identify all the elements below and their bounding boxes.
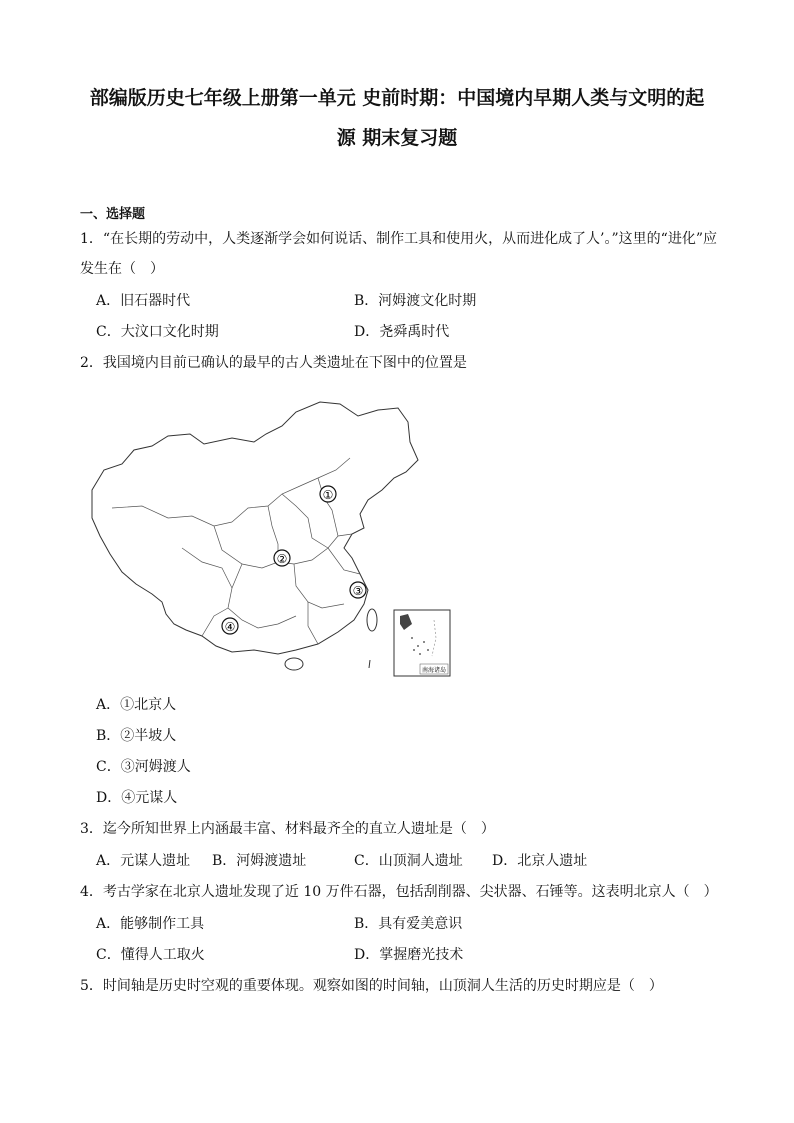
inset-label: 南海诸岛 — [421, 667, 447, 674]
map-tick-mark — [369, 660, 370, 668]
taiwan-island — [367, 609, 377, 631]
q2-option-d[interactable]: D．④元谋人 — [96, 790, 178, 806]
q1-option-a[interactable]: A．旧石器时代 — [96, 293, 191, 309]
south-sea-inset — [394, 610, 450, 676]
hainan-island — [285, 658, 303, 670]
q2-option-a[interactable]: A．①北京人 — [96, 697, 177, 713]
china-map — [82, 398, 458, 684]
map-marker-3-label: ③ — [352, 584, 364, 598]
map-marker-2 — [274, 550, 290, 566]
q4-option-a[interactable]: A．能够制作工具 — [96, 916, 205, 932]
question-1-line2: 发生在（ ） — [80, 261, 164, 277]
page-title-line1: 部编版历史七年级上册第一单元 史前时期：中国境内早期人类与文明的起 — [89, 87, 705, 109]
map-marker-1 — [320, 486, 336, 502]
q4-option-b[interactable]: B．具有爱美意识 — [354, 916, 463, 932]
map-marker-2-label: ② — [276, 552, 288, 566]
q3-option-c[interactable]: C．山顶洞人遗址 — [354, 853, 463, 869]
china-outline — [92, 402, 418, 654]
question-3-stem: 3．迄今所知世界上内涵最丰富、材料最齐全的直立人遗址是（ ） — [80, 821, 495, 837]
province-lines — [112, 458, 360, 644]
map-marker-3 — [350, 582, 366, 598]
q1-option-b[interactable]: B．河姆渡文化时期 — [354, 293, 477, 309]
q1-option-d[interactable]: D．尧舜禹时代 — [354, 324, 450, 340]
q4-option-c[interactable]: C．懂得人工取火 — [96, 947, 205, 963]
map-marker-4-label: ④ — [224, 620, 236, 634]
q2-option-b[interactable]: B．②半坡人 — [96, 728, 177, 744]
q3-option-d[interactable]: D．北京人遗址 — [492, 853, 588, 869]
question-2-stem: 2．我国境内目前已确认的最早的古人类遗址在下图中的位置是 — [80, 355, 467, 371]
question-5-stem: 5．时间轴是历史时空观的重要体现。观察如图的时间轴，山顶洞人生活的历史时期应是（ ） — [80, 978, 663, 994]
q4-option-d[interactable]: D．掌握磨光技术 — [354, 947, 464, 963]
question-1-line1: 1．“在长期的劳动中，人类逐渐学会如何说话、制作工具和使用火，从而进化成了人’。”这里的“进化”应 — [80, 231, 717, 247]
china-map-svg — [82, 398, 458, 684]
section-heading: 一、选择题 — [80, 207, 146, 222]
q3-option-b[interactable]: B．河姆渡遗址 — [212, 853, 307, 869]
page-title-line2: 源 期末复习题 — [336, 127, 458, 149]
q2-option-c[interactable]: C．③河姆渡人 — [96, 759, 191, 775]
map-marker-4 — [222, 618, 238, 634]
map-marker-1-label: ① — [322, 488, 334, 502]
q1-option-c[interactable]: C．大汶口文化时期 — [96, 324, 219, 340]
question-1-stem — [80, 228, 720, 280]
question-4-stem: 4．考古学家在北京人遗址发现了近 10 万件石器，包括刮削器、尖状器、石锤等。这表明北京人（ ） — [80, 884, 718, 900]
q3-option-a[interactable]: A．元谋人遗址 — [96, 853, 191, 869]
